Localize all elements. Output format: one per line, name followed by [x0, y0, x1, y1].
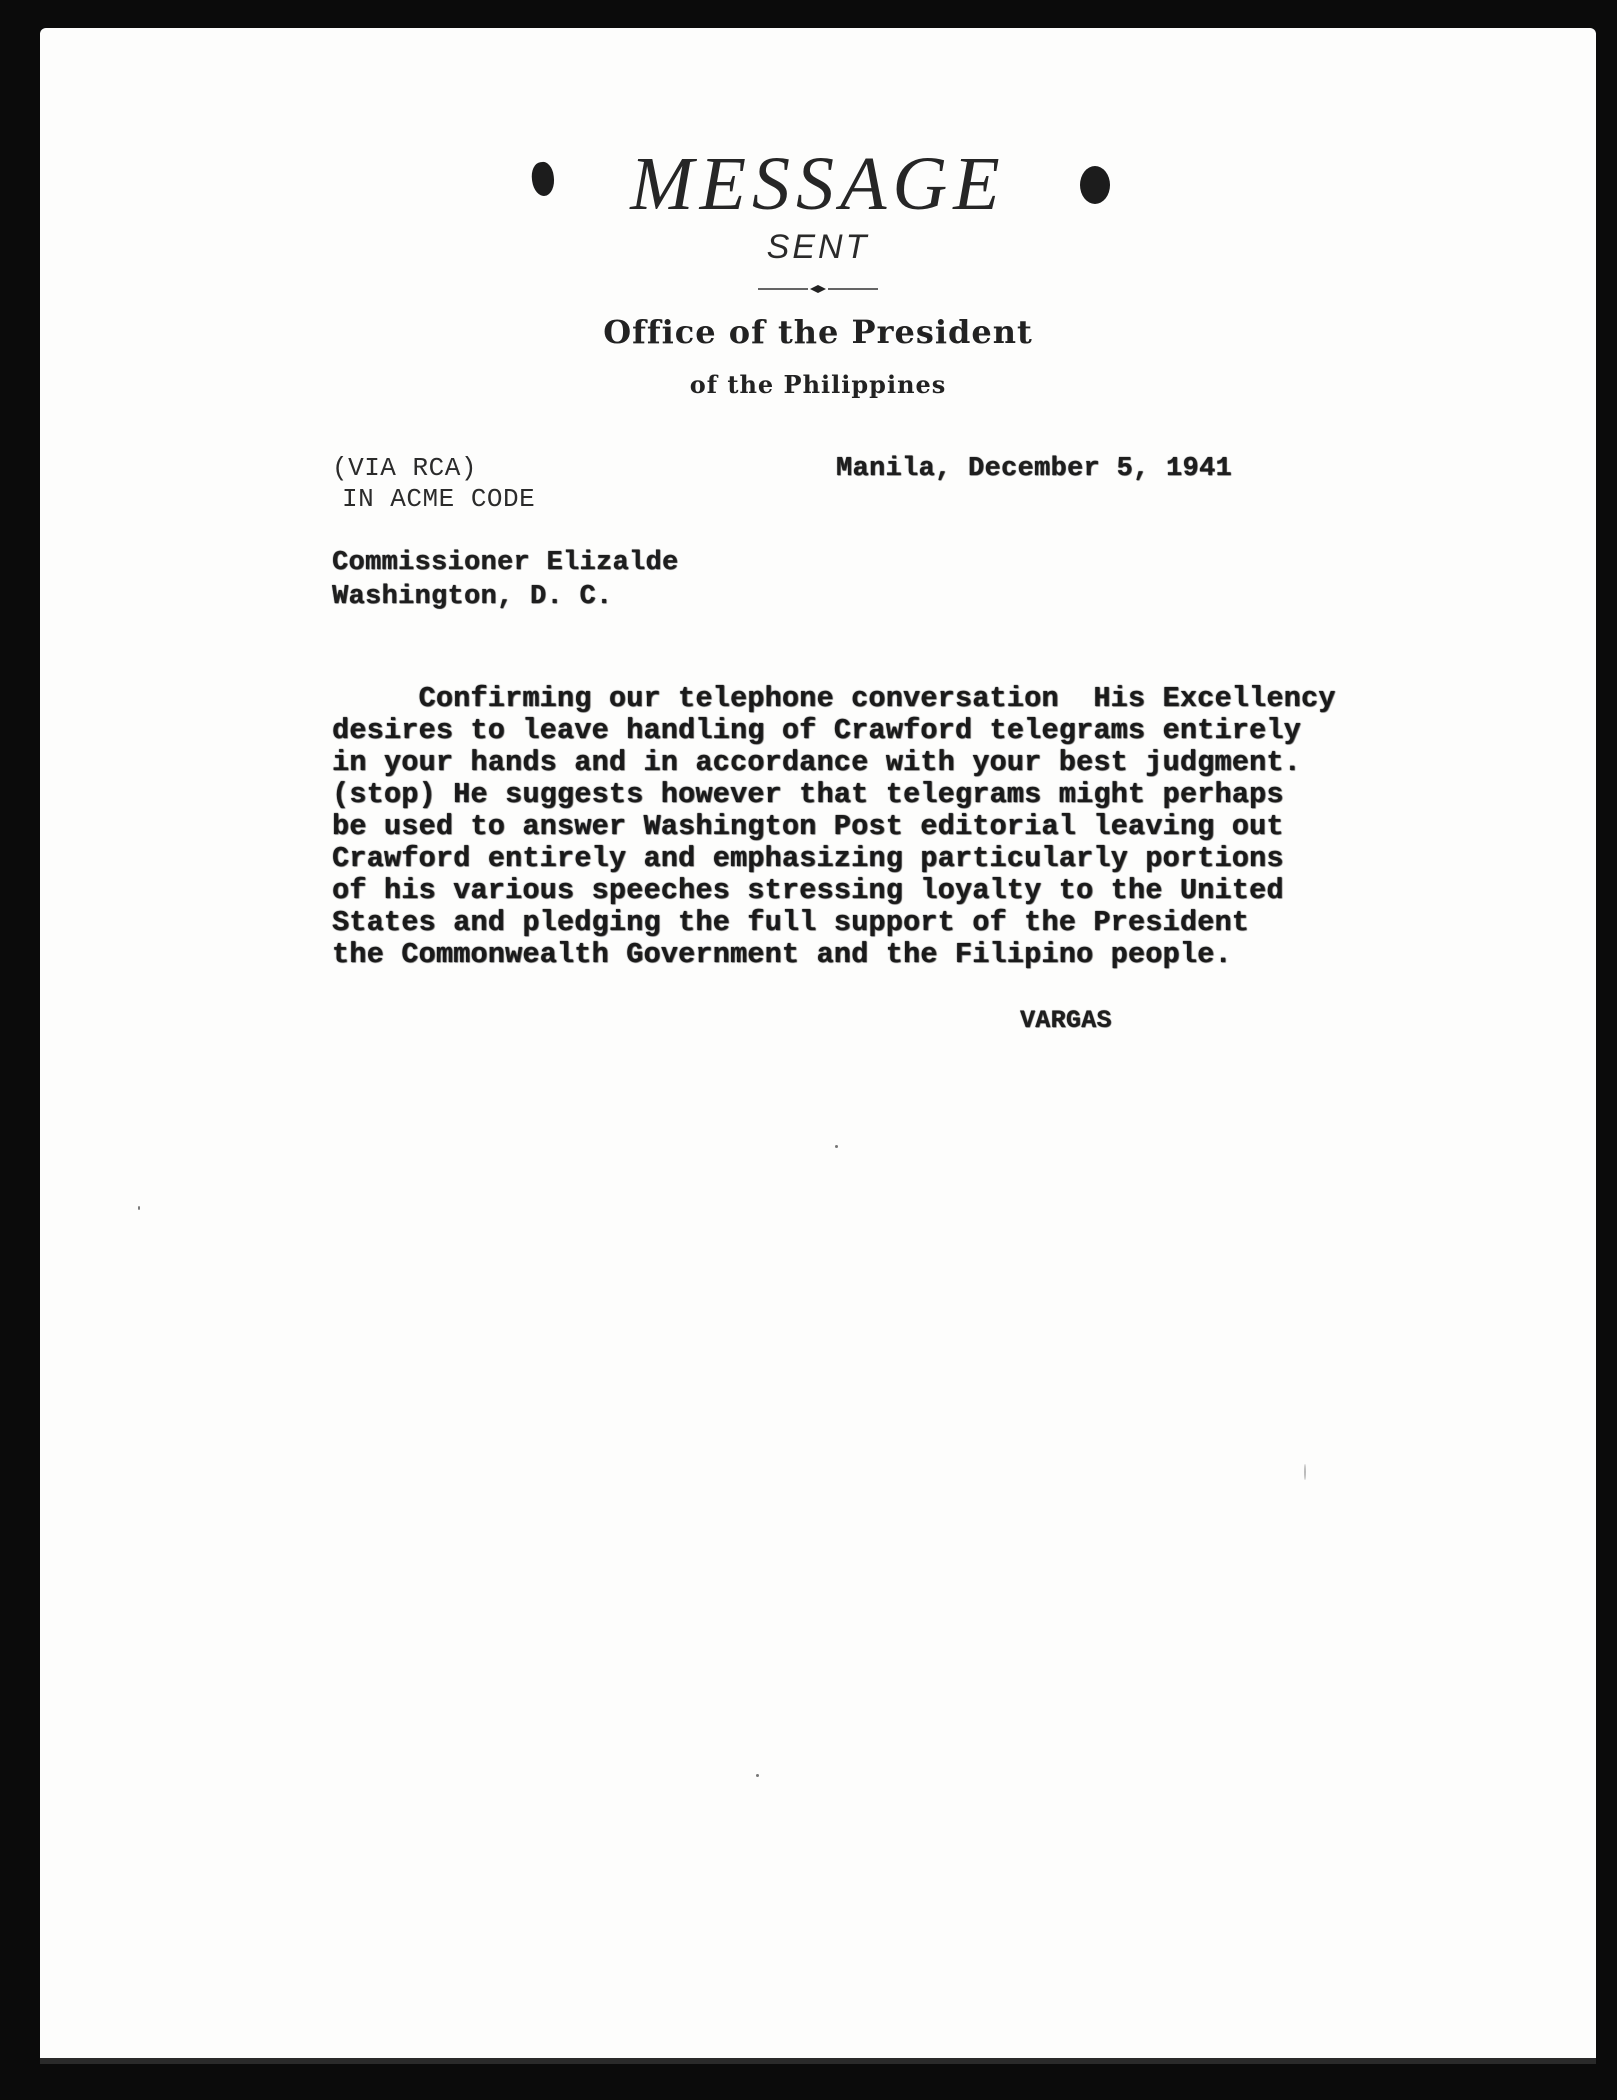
body-line: Confirming our telephone conversation His Excellency [332, 682, 1336, 715]
body-line: in your hands and in accordance with your best judgment. [332, 746, 1301, 779]
body-line: desires to leave handling of Crawford telegrams entirely [332, 714, 1301, 747]
letterhead-office: Office of the President [603, 313, 1033, 351]
body-line: of his various speeches stressing loyalty to the United [332, 874, 1284, 907]
ornament-divider [758, 284, 878, 294]
paper-speck [756, 1774, 759, 1777]
ink-blot-right [1080, 166, 1110, 204]
body-line: the Commonwealth Government and the Filipino people. [332, 938, 1232, 971]
routing-code: IN ACME CODE [342, 484, 536, 514]
paper-speck [1304, 1464, 1306, 1480]
letterhead-subtitle: SENT [766, 228, 870, 266]
body-line: States and pledging the full support of the President [332, 906, 1250, 939]
page-bottom-edge [40, 2058, 1596, 2064]
paper-speck [835, 1145, 838, 1148]
letterhead [40, 28, 1596, 399]
routing-via: (VIA RCA) [332, 453, 477, 483]
signature: VARGAS [1020, 1006, 1112, 1035]
letterhead-office-country: of the Philippines [689, 370, 947, 399]
body-line: (stop) He suggests however that telegrams might perhaps [332, 778, 1284, 811]
addressee-location: Washington, D. C. [332, 582, 613, 612]
paper-speck [138, 1206, 140, 1210]
letterhead-title: MESSAGE [630, 142, 1006, 226]
dateline: Manila, December 5, 1941 [836, 454, 1233, 484]
body-line: Crawford entirely and emphasizing particularly portions [332, 842, 1284, 875]
document-page [40, 28, 1596, 2058]
body-line: be used to answer Washington Post editorial leaving out [332, 810, 1284, 843]
addressee-name: Commissioner Elizalde [332, 548, 679, 578]
